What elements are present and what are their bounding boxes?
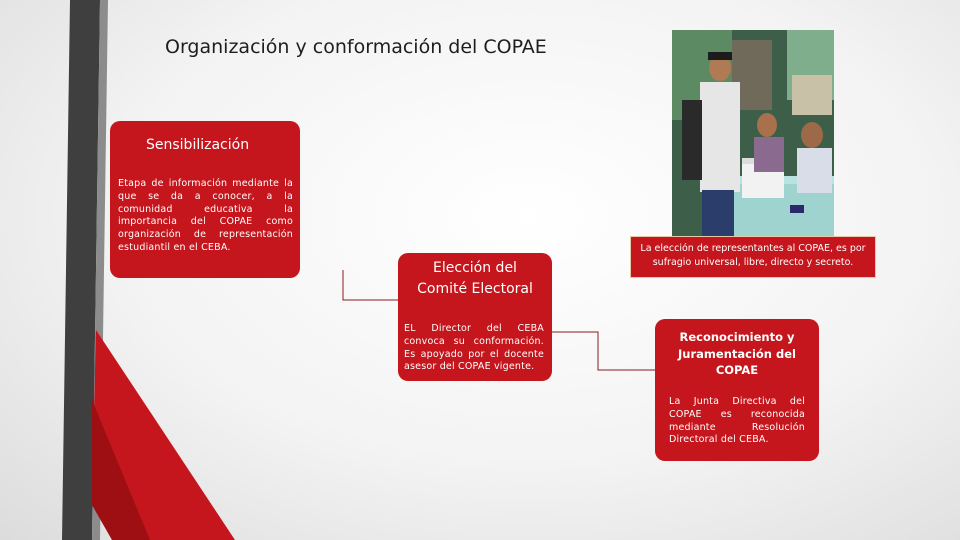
stage-card-comite-electoral	[398, 253, 552, 381]
photo-caption: La elección de representantes al COPAE, es por sufragio universal, libre, directo y secreto.	[630, 236, 876, 278]
stage-card-sensibilizacion	[110, 121, 300, 278]
stage-description: Etapa de información mediante la que se da a conocer, a la comunidad educativa la importancia del COPAE como organización de representación estudiantil en el CEBA.	[118, 178, 293, 254]
stage-card-reconocimiento	[655, 319, 819, 461]
stage-description: La Junta Directiva del COPAE es reconocida mediante Resolución Directoral del CEBA.	[669, 396, 805, 446]
connector-stage2-stage3	[552, 332, 655, 370]
connector-stage1-stage2	[343, 270, 398, 300]
stage-title: Sensibilización	[146, 137, 250, 153]
stage-description: EL Director del CEBA convoca su conformación. Es apoyado por el docente asesor del COPAE vigente.	[404, 323, 544, 373]
stage-title: Elección del Comité Electoral	[417, 260, 533, 297]
stage-title: Reconocimiento y Juramentación del COPAE	[678, 330, 796, 378]
voting-scene-illustration	[672, 30, 834, 238]
page-title: Organización y conformación del COPAE	[165, 36, 547, 58]
election-photo	[672, 30, 834, 238]
